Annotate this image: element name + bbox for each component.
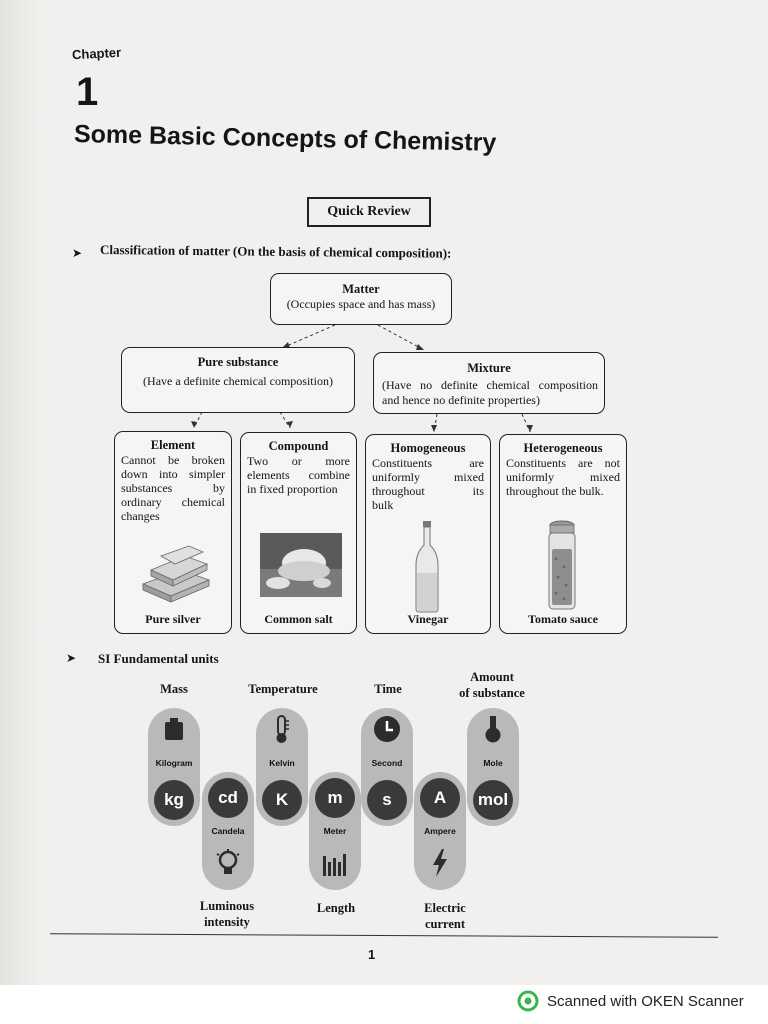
luminous-intensity-label [186, 898, 268, 930]
unit-name: Second [371, 758, 403, 768]
lightning-bolt-icon [425, 848, 455, 878]
luminous-label-line-1: Luminous [199, 899, 255, 913]
luminous-label-line-2: intensity [204, 915, 250, 929]
unit-pill-mole [467, 708, 519, 826]
unit-pill-candela [202, 772, 254, 890]
quick-review-label: Quick Review [327, 204, 411, 219]
vinegar-bottle-image [414, 521, 440, 613]
page-number: 1 [368, 947, 376, 962]
amount-of-substance-label [450, 669, 534, 701]
scanner-logo-icon [517, 990, 539, 1012]
unit-pill-second [361, 708, 413, 826]
unit-symbol: K [262, 780, 302, 820]
chapter-label: Chapter [71, 44, 122, 63]
unit-symbol: A [420, 778, 460, 818]
classification-heading: Classification of matter (On the basis of chemical composition): [99, 242, 452, 261]
element-caption: Pure silver [145, 612, 201, 626]
si-units-heading: SI Fundamental units [98, 651, 219, 666]
element-text-line: substances by [121, 481, 225, 495]
bullet-icon: ➤ [66, 651, 77, 665]
heterogeneous-card [499, 434, 627, 634]
mixture-subtitle-line-2: and hence no definite properties) [382, 393, 540, 407]
element-title: Element [150, 438, 196, 452]
amount-label-line-1: Amount [470, 670, 514, 684]
electric-label-line-1: Electric [424, 901, 466, 915]
heterogeneous-text-line: uniformly mixed [506, 470, 620, 484]
matter-box [270, 273, 452, 325]
ruler-icon [320, 848, 350, 878]
unit-name: Kilogram [155, 758, 193, 768]
thermometer-icon [267, 714, 297, 744]
compound-card [240, 432, 357, 634]
compound-text-line: in fixed proportion [247, 482, 338, 496]
unit-name: Candela [211, 826, 245, 836]
mixture-subtitle-line-1: (Have no definite chemical composition [382, 378, 598, 392]
unit-name: Mole [483, 758, 503, 768]
clock-icon [372, 714, 402, 744]
electric-label-line-2: current [424, 917, 466, 931]
amount-label-line-2: of substance [459, 686, 525, 700]
salt-image [260, 533, 342, 597]
homogeneous-title: Homogeneous [390, 441, 466, 455]
tomato-sauce-jar-image [544, 519, 580, 611]
element-text-line: down into simpler [121, 467, 225, 481]
chapter-number: 1 [76, 70, 99, 114]
compound-caption: Common salt [264, 612, 333, 626]
heterogeneous-text-line: Constituents are not [506, 456, 620, 470]
time-label: Time [374, 682, 402, 696]
pure-substance-subtitle: (Have a definite chemical composition) [143, 374, 333, 388]
element-text-line: Cannot be broken [121, 453, 225, 467]
scanner-text: Scanned with OKEN Scanner [547, 992, 744, 1010]
temperature-label: Temperature [248, 682, 318, 696]
unit-symbol: mol [473, 780, 513, 820]
light-bulb-icon [213, 848, 243, 878]
pure-substance-title: Pure substance [197, 355, 279, 369]
unit-symbol: kg [154, 780, 194, 820]
electric-current-label [408, 900, 482, 932]
element-text-line: changes [121, 509, 160, 523]
unit-symbol: m [315, 778, 355, 818]
unit-symbol: s [367, 780, 407, 820]
mass-label: Mass [160, 682, 188, 696]
homogeneous-card [365, 434, 491, 634]
flask-icon [478, 714, 508, 744]
element-text-line: ordinary chemical [121, 495, 225, 509]
unit-name: Kelvin [269, 758, 295, 768]
matter-title: Matter [342, 282, 380, 296]
homogeneous-text-line: throughout its [372, 484, 484, 498]
unit-name: Meter [323, 826, 347, 836]
matter-subtitle: (Occupies space and has mass) [286, 297, 436, 311]
unit-pill-meter [309, 772, 361, 890]
chapter-title: Some Basic Concepts of Chemistry [73, 120, 497, 157]
heterogeneous-text-line: throughout the bulk. [506, 484, 604, 498]
heterogeneous-caption: Tomato sauce [528, 612, 598, 626]
bullet-icon: ➤ [72, 246, 83, 260]
unit-name: Ampere [424, 826, 456, 836]
compound-text-line: Two or more [247, 454, 350, 468]
unit-pill-kelvin [256, 708, 308, 826]
unit-pill-ampere [414, 772, 466, 890]
compound-text-line: elements combine [247, 468, 350, 482]
scanner-watermark [517, 990, 744, 1012]
element-card [114, 431, 232, 634]
weight-icon [159, 714, 189, 744]
compound-title: Compound [268, 439, 329, 453]
homogeneous-text-line: Constituents are [372, 456, 484, 470]
homogeneous-text-line: uniformly mixed [372, 470, 484, 484]
homogeneous-text-line: bulk [372, 498, 394, 512]
heterogeneous-title: Heterogeneous [523, 441, 603, 455]
unit-symbol: cd [208, 778, 248, 818]
length-label: Length [316, 901, 356, 915]
mixture-box [373, 352, 605, 414]
silver-bars-image [137, 544, 215, 604]
mixture-title: Mixture [467, 361, 511, 375]
pure-substance-box [121, 347, 355, 413]
unit-pill-kilogram [148, 708, 200, 826]
homogeneous-caption: Vinegar [407, 612, 449, 626]
